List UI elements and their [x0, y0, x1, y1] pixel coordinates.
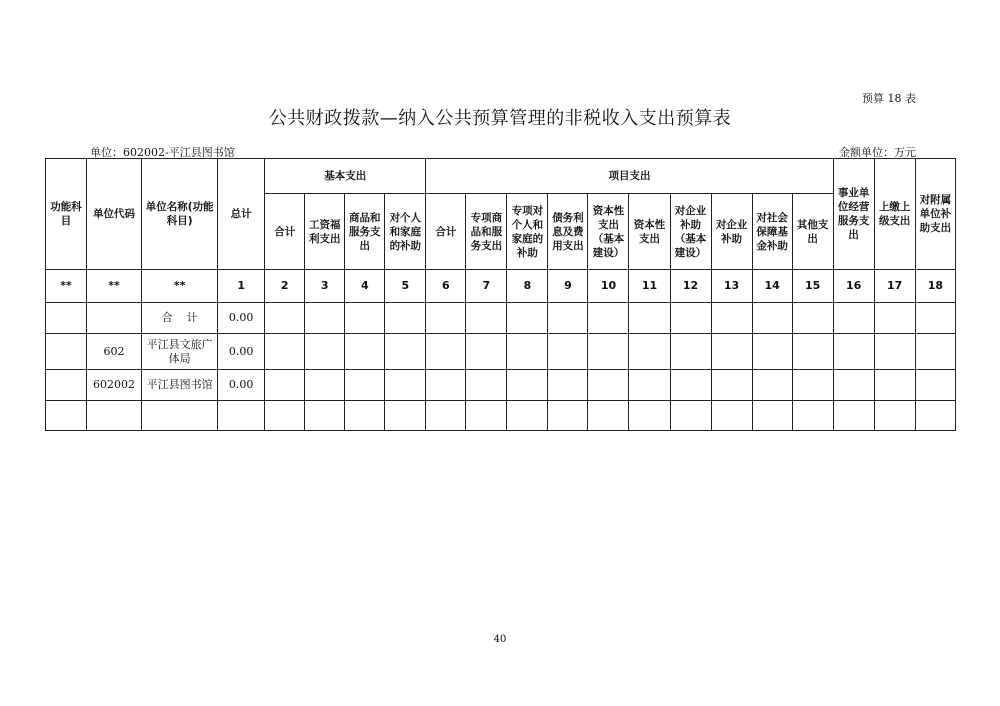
header-project-enterprise: 对企业补助 [711, 194, 752, 270]
header-project-capital: 资本性支出 [629, 194, 670, 270]
cell-name: 平江县图书馆 [142, 370, 218, 401]
cell-func [46, 370, 87, 401]
col-index: 17 [874, 270, 915, 303]
header-project-individual: 专项对个人和家庭的补助 [507, 194, 548, 270]
header-total: 总计 [218, 159, 265, 270]
cell-total: 0.00 [218, 370, 265, 401]
col-index: 13 [711, 270, 752, 303]
col-index: 15 [792, 270, 833, 303]
col-index: 1 [218, 270, 265, 303]
header-project-other: 其他支出 [792, 194, 833, 270]
col-index: 3 [305, 270, 345, 303]
cell-name: 合 计 [142, 303, 218, 334]
header-project-group: 项目支出 [426, 159, 833, 194]
col-index: 7 [466, 270, 507, 303]
page-number: 40 [493, 634, 507, 645]
budget-table [45, 158, 956, 431]
header-row-1 [46, 159, 956, 194]
col-index: 18 [915, 270, 955, 303]
col-index: 2 [265, 270, 305, 303]
col-index: 12 [670, 270, 711, 303]
col-index: ** [142, 270, 218, 303]
header-project-sum: 合计 [426, 194, 466, 270]
col-index: 6 [426, 270, 466, 303]
header-basic-sum: 合计 [265, 194, 305, 270]
col-index: 9 [548, 270, 588, 303]
header-unit-code: 单位代码 [87, 159, 142, 270]
header-business-service: 事业单位经营服务支出 [833, 159, 874, 270]
col-index: 8 [507, 270, 548, 303]
header-basic-group: 基本支出 [265, 159, 426, 194]
header-basic-individual: 对个人和家庭的补助 [385, 194, 426, 270]
column-index-row [46, 270, 956, 303]
table-row [46, 334, 956, 370]
col-index: 10 [588, 270, 629, 303]
cell-code [87, 303, 142, 334]
table-row [46, 370, 956, 401]
form-number: 预算 18 表 [862, 92, 916, 105]
cell-func [46, 334, 87, 370]
header-project-capital-construction: 资本性支出（基本建设） [588, 194, 629, 270]
table-row [46, 303, 956, 334]
header-func-subject: 功能科目 [46, 159, 87, 270]
header-basic-goods: 商品和服务支出 [345, 194, 385, 270]
header-unit-name: 单位名称(功能科目) [142, 159, 218, 270]
header-project-debt: 债务利息及费用支出 [548, 194, 588, 270]
header-project-social-security: 对社会保障基金补助 [752, 194, 792, 270]
col-index: 11 [629, 270, 670, 303]
header-subsidiary-subsidy: 对附属单位补助支出 [915, 159, 955, 270]
col-index: ** [46, 270, 87, 303]
col-index: 4 [345, 270, 385, 303]
header-project-goods: 专项商品和服务支出 [466, 194, 507, 270]
col-index: ** [87, 270, 142, 303]
header-basic-wages: 工资福利支出 [305, 194, 345, 270]
cell-total: 0.00 [218, 334, 265, 370]
unit-label: 单位：602002-平江县图书馆 [90, 146, 235, 159]
cell-func [46, 303, 87, 334]
cell-code: 602 [87, 334, 142, 370]
col-index: 16 [833, 270, 874, 303]
table-row-empty [46, 401, 956, 431]
page-title: 公共财政拨款—纳入公共预算管理的非税收入支出预算表 [268, 108, 732, 129]
cell-name: 平江县文旅广体局 [142, 334, 218, 370]
amount-unit-label: 金额单位：万元 [839, 146, 916, 159]
header-project-enterprise-construction: 对企业补助（基本建设） [670, 194, 711, 270]
header-remit-superior: 上缴上级支出 [874, 159, 915, 270]
cell-code: 602002 [87, 370, 142, 401]
cell-total: 0.00 [218, 303, 265, 334]
col-index: 5 [385, 270, 426, 303]
col-index: 14 [752, 270, 792, 303]
